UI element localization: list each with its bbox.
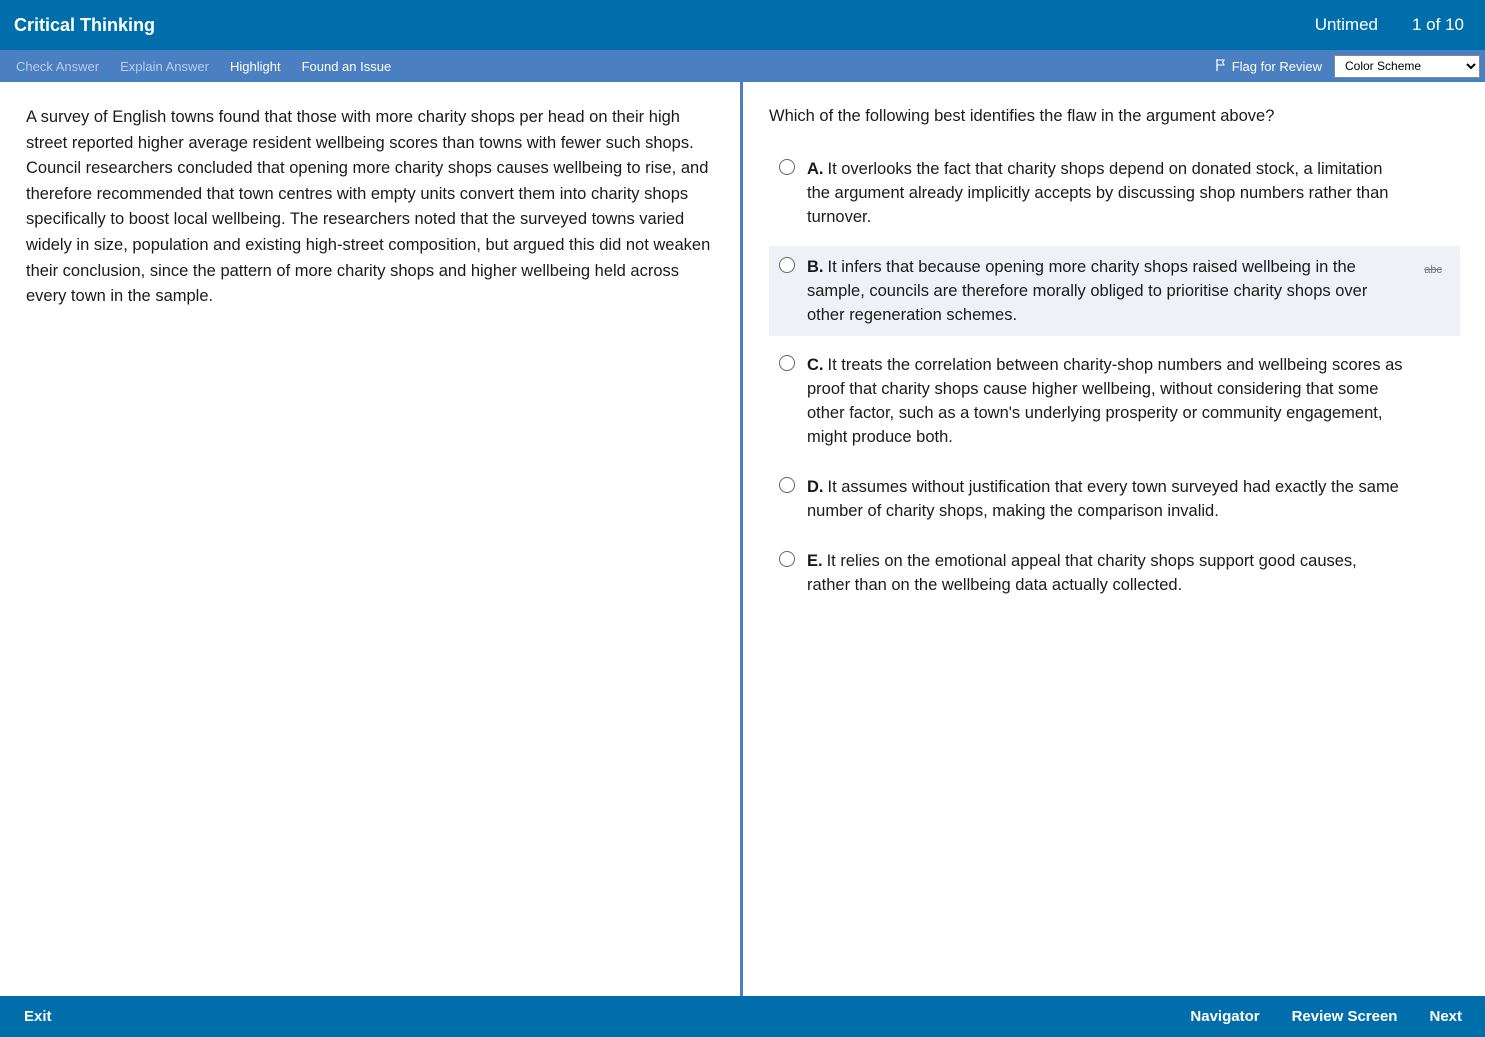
option-letter: E. <box>807 552 823 570</box>
answer-option-d[interactable] <box>769 466 1460 532</box>
check-answer-button[interactable]: Check Answer <box>16 58 100 74</box>
question-stem: Which of the following best identifies the flaw in the argument above? <box>769 107 1275 125</box>
timer-label: Untimed <box>1314 15 1378 34</box>
footer-nav <box>1190 1008 1462 1025</box>
footer-bar <box>0 996 1485 1037</box>
answer-option-e[interactable] <box>769 540 1460 606</box>
header-status <box>1315 15 1464 35</box>
option-text: It infers that because opening more charity shops raised wellbeing in the sample, councils are therefore morally obliged to prioritise charity shops over other regeneration schemes. <box>807 258 1368 324</box>
radio-b[interactable] <box>779 257 795 273</box>
passage-pane <box>0 82 740 996</box>
option-text: It relies on the emotional appeal that charity shops support good causes, rather than on the wellbeing data actually collected. <box>807 552 1357 594</box>
highlight-button[interactable]: Highlight <box>229 58 281 74</box>
navigator-button[interactable]: Navigator <box>1190 1008 1260 1025</box>
option-text: It treats the correlation between charity-shop numbers and wellbeing scores as proof that charity shops cause higher wellbeing, without considering that some other factor, such as a town's underlying prosperity or community engagement, might produce both. <box>807 356 1403 446</box>
option-d-body <box>807 475 1404 523</box>
strikethrough-icon[interactable]: abc <box>1424 264 1442 276</box>
option-letter: D. <box>807 478 824 496</box>
found-issue-button[interactable]: Found an Issue <box>301 58 392 74</box>
toolbar-right <box>1216 55 1480 78</box>
flag-icon <box>1216 59 1226 74</box>
option-letter: C. <box>807 356 824 374</box>
next-button[interactable]: Next <box>1429 1008 1462 1025</box>
option-a-body <box>807 157 1404 229</box>
question-pane <box>743 82 1485 996</box>
radio-a[interactable] <box>779 159 795 175</box>
toolbar <box>0 50 1485 82</box>
question-progress: 1 of 10 <box>1412 15 1464 34</box>
app-title: Critical Thinking <box>14 14 156 35</box>
option-letter: B. <box>807 258 824 276</box>
passage-text: A survey of English towns found that those with more charity shops per head on their high street reported higher average resident wellbeing scores than towns with fewer such shops. Council researchers concluded that opening more charity shops causes wellbeing to rise, and therefore recommended that town centres with empty units convert them into charity shops specifically to boost local wellbeing. The researchers noted that the surveyed towns varied widely in size, population and existing high-street composition, but argued this did not weaken their conclusion, since the pattern of more charity shops and higher wellbeing held across every town in the sample. <box>26 108 711 306</box>
option-letter: A. <box>807 160 824 178</box>
color-scheme-select[interactable] <box>1334 55 1480 78</box>
radio-d[interactable] <box>779 477 795 493</box>
answer-option-b[interactable] <box>769 246 1460 336</box>
explain-answer-button[interactable]: Explain Answer <box>120 58 209 74</box>
review-screen-button[interactable]: Review Screen <box>1291 1008 1398 1025</box>
flag-for-review-label: Flag for Review <box>1231 58 1322 74</box>
answer-option-a[interactable] <box>769 148 1460 238</box>
toolbar-left <box>16 59 391 74</box>
radio-c[interactable] <box>779 355 795 371</box>
option-e-body <box>807 549 1404 597</box>
flag-for-review-button[interactable] <box>1216 59 1322 74</box>
option-b-body <box>807 255 1404 327</box>
answer-option-c[interactable] <box>769 344 1460 458</box>
top-header-bar <box>0 0 1485 50</box>
option-text: It overlooks the fact that charity shops depend on donated stock, a limitation the argument already implicitly accepts by discussing shop numbers rather than turnover. <box>807 160 1389 226</box>
exit-button[interactable]: Exit <box>24 1008 52 1025</box>
option-text: It assumes without justification that every town surveyed had exactly the same number of charity shops, making the comparison invalid. <box>807 478 1399 520</box>
option-c-body <box>807 353 1404 449</box>
radio-e[interactable] <box>779 551 795 567</box>
